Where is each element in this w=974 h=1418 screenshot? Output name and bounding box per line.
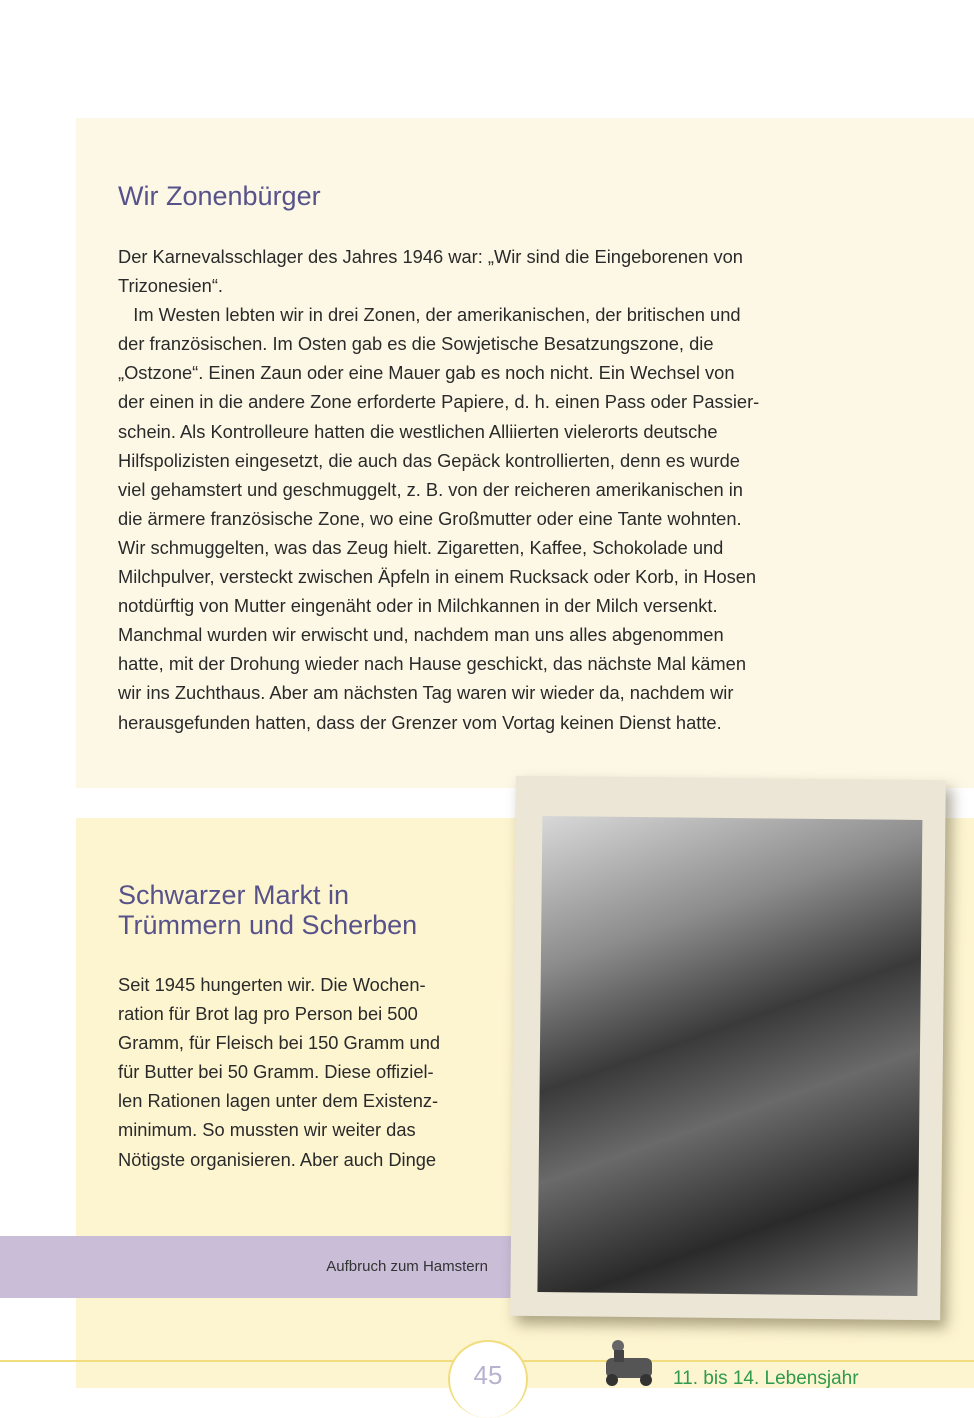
text-line: ration für Brot lag pro Person bei 500 [118,1003,418,1025]
photo-frame [510,776,946,1320]
text-line: Milchpulver, versteckt zwischen Äpfeln in einem Rucksack oder Korb, in Hosen [118,566,757,588]
text-line: viel gehamstert und geschmuggelt, z. B. von der reicheren amerikanischen in [118,478,743,500]
text-line: der französischen. Im Osten gab es die Sowjetische Besatzungszone, die [118,333,714,355]
title-line: Schwarzer Markt in [118,880,350,910]
section-body [118,242,759,737]
text-line: Gramm, für Fleisch bei 150 Gramm und [118,1032,441,1054]
text-line: Wir schmuggelten, was das Zeug hielt. Zigaretten, Kaffee, Schokolade und [118,536,724,558]
section-body [118,970,440,1174]
text-line: len Rationen lagen unter dem Existenz- [118,1090,439,1112]
text-line: Seit 1945 hungerten wir. Die Wochen- [118,974,426,995]
text-line: der einen in die andere Zone erforderte Papiere, d. h. einen Pass oder Passier- [118,391,760,413]
page-number: 45 [473,1360,503,1390]
text-line: Trizonesien“. [118,275,223,297]
text-line: herausgefunden hatten, dass der Grenzer vom Vortag keinen Dienst hatte. [118,711,722,733]
text-line: für Butter bei 50 Gramm. Diese offiziel- [118,1061,434,1083]
caption-band [0,1236,512,1298]
section-title: Wir Zonenbürger [118,181,321,211]
photo-caption: Aufbruch zum Hamstern [326,1258,488,1275]
pedal-car-icon [600,1336,664,1388]
text-line: „Ostzone“. Einen Zaun oder eine Mauer gab es noch nicht. Ein Wechsel von [118,362,735,384]
text-line: Manchmal wurden wir erwischt und, nachdem man uns alles abgenommen [118,624,724,646]
text-line: minimum. So mussten wir weiter das [118,1119,416,1141]
text-line: Der Karnevalsschlager des Jahres 1946 war: „Wir sind die Eingeborenen von [118,246,743,267]
text-line: Im Westen lebten wir in drei Zonen, der amerikanischen, der britischen und [118,304,741,326]
text-line: hatte, mit der Drohung wieder nach Hause geschickt, das nächste Mal kämen [118,653,746,675]
historical-photo-train [537,816,922,1296]
chapter-label: 11. bis 14. Lebensjahr [673,1368,859,1389]
page-number-badge [448,1340,528,1418]
text-line: Hilfspolizisten eingesetzt, die auch das Gepäck kontrollierten, denn es wurde [118,449,740,471]
title-line: Trümmern und Scherben [118,910,418,940]
text-line: notdürftig von Mutter eingenäht oder in Milchkannen in der Milch versenkt. [118,595,718,617]
text-line: schein. Als Kontrolleure hatten die westlichen Alliierten vielerorts deutsche [118,420,718,442]
text-line: die ärmere französische Zone, wo eine Großmutter oder eine Tante wohnten. [118,507,742,529]
section-title [118,880,417,940]
text-line: Nötigste organisieren. Aber auch Dinge [118,1148,437,1170]
text-line: wir ins Zuchthaus. Aber am nächsten Tag waren wir wieder da, nachdem wir [118,682,734,704]
